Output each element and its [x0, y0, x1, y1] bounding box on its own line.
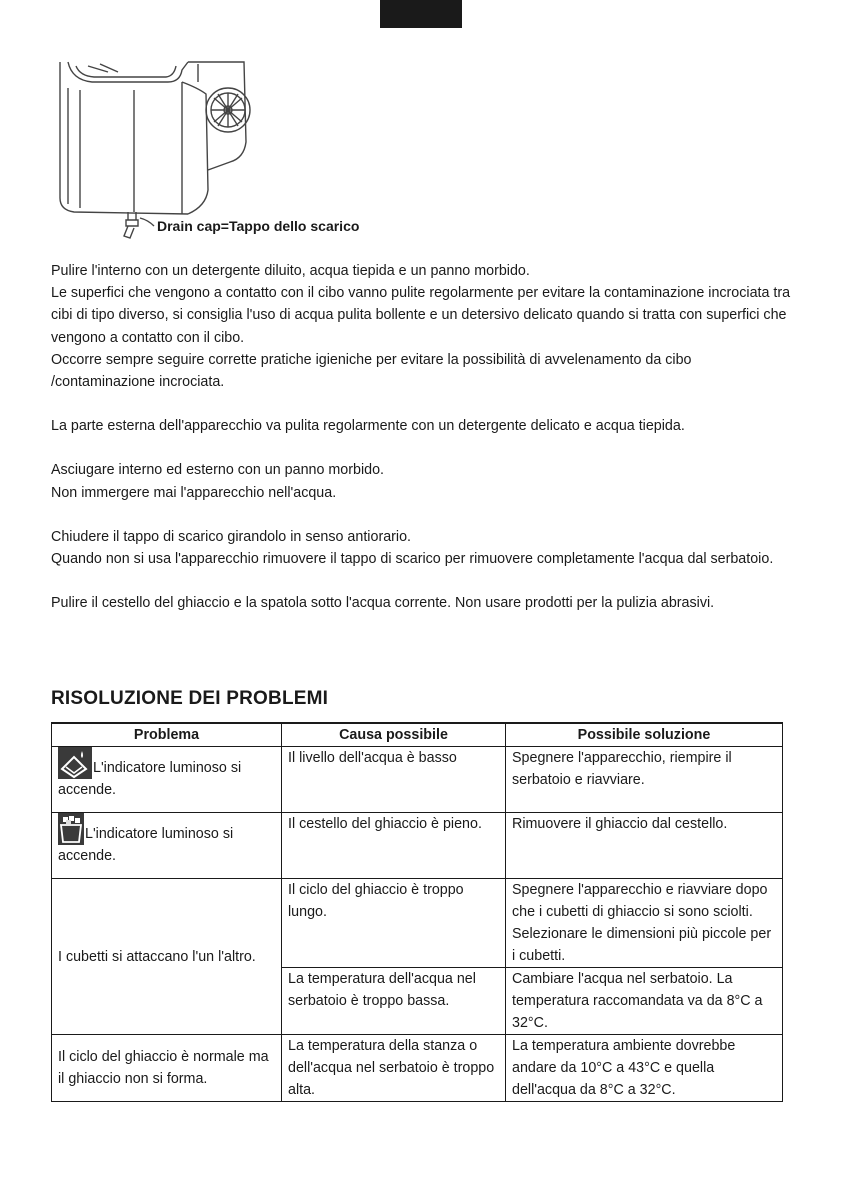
paragraph: Non immergere mai l'apparecchio nell'acqua. — [51, 484, 337, 501]
table-row — [52, 813, 783, 879]
section-title: RISOLUZIONE DEI PROBLEMI — [51, 688, 329, 709]
cause-cell: Il ciclo del ghiaccio è troppo lungo. — [282, 879, 506, 968]
table-row — [52, 1035, 783, 1102]
column-header: Causa possibile — [282, 723, 506, 747]
table-header-row — [52, 723, 783, 747]
paragraph: Pulire l'interno con un detergente diluito, acqua tiepida e un panno morbido. — [51, 263, 530, 279]
ice-basket-full-icon — [58, 813, 84, 845]
problem-text: L'indicatore luminoso si accende. — [58, 760, 242, 798]
cause-cell: La temperatura dell'acqua nel serbatoio è troppo bassa. — [282, 968, 506, 1035]
solution-cell: Rimuovere il ghiaccio dal cestello. — [506, 813, 783, 879]
problem-cell — [52, 747, 282, 813]
paragraph: Pulire il cestello del ghiaccio e la spatola sotto l'acqua corrente. Non usare prodotti per la pulizia abrasivi. — [51, 595, 715, 612]
solution-cell: La temperatura ambiente dovrebbe andare da 10°C a 43°C e quella dell'acqua da 8°C a 32°C. — [506, 1035, 783, 1102]
paragraph: Occorre sempre seguire corrette pratiche igieniche per evitare la possibilità di avvelenamento da cibo /contaminazione incrociata. — [51, 351, 692, 391]
paragraph: Le superfici che vengono a contatto con il cibo vanno pulite regolarmente per evitare la contaminazione incrociata tra cibi di tipo diverso, si consiglia l'uso di acqua pulita bollente e un detersivo delicato quando si tratta con superfici che vengono a contatto con il cibo. — [51, 285, 791, 346]
cause-cell: Il livello dell'acqua è basso — [282, 747, 506, 813]
problem-cell: Il ciclo del ghiaccio è normale ma il ghiaccio non si forma. — [52, 1035, 282, 1102]
paragraph: Asciugare interno ed esterno con un panno morbido. — [51, 462, 385, 479]
paragraph: Quando non si usa l'apparecchio rimuovere il tappo di scarico per rimuovere completamente l'acqua dal serbatoio. — [51, 551, 774, 568]
solution-cell: Spegnere l'apparecchio, riempire il serbatoio e riavviare. — [506, 747, 783, 813]
page-header-bar — [380, 0, 462, 28]
problem-cell: I cubetti si attaccano l'un l'altro. — [52, 879, 282, 1035]
water-drop-indicator-icon — [58, 747, 92, 779]
cause-cell: Il cestello del ghiaccio è pieno. — [282, 813, 506, 879]
troubleshooting-table — [51, 722, 783, 1102]
cleaning-instructions — [51, 260, 796, 614]
drain-cap-caption: Drain cap=Tappo dello scarico — [157, 218, 360, 234]
column-header: Possibile soluzione — [506, 723, 783, 747]
problem-text: L'indicatore luminoso si accende. — [58, 826, 234, 864]
solution-cell: Spegnere l'apparecchio e riavviare dopo che i cubetti di ghiaccio si sono sciolti. Selezionare le dimensioni più piccole per i cubetti. — [506, 879, 783, 968]
paragraph: Chiudere il tappo di scarico girandolo in senso antiorario. — [51, 528, 412, 545]
cause-cell: La temperatura della stanza o dell'acqua nel serbatoio è troppo alta. — [282, 1035, 506, 1102]
paragraph: La parte esterna dell'apparecchio va pulita regolarmente con un detergente delicato e acqua tiepida. — [51, 418, 685, 435]
table-row — [52, 879, 783, 968]
table-row — [52, 747, 783, 813]
column-header: Problema — [52, 723, 282, 747]
solution-cell: Cambiare l'acqua nel serbatoio. La temperatura raccomandata va da 8°C a 32°C. — [506, 968, 783, 1035]
problem-cell — [52, 813, 282, 879]
